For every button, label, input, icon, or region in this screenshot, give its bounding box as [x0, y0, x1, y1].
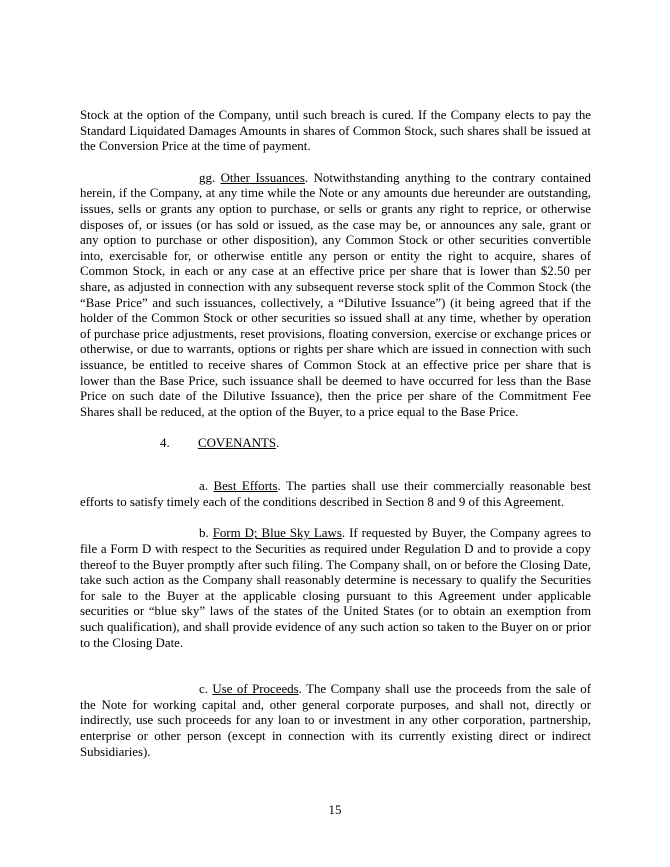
paragraph-label: c.: [199, 682, 208, 697]
paragraph-body: . The parties shall use their commercially reasonable best efforts to satisfy timely each of the conditions described in Section 8 and 9 of this Agreement.: [80, 479, 591, 509]
paragraph-a-best-efforts: [80, 479, 591, 510]
paragraph-label: a.: [199, 479, 208, 494]
paragraph-title: Form D; Blue Sky Laws: [212, 526, 342, 541]
paragraph-b-form-d: [80, 526, 591, 651]
paragraph-continuation: Stock at the option of the Company, until such breach is cured. If the Company elects to pay the Standard Liquidated Damages Amounts in shares of Common Stock, such shares shall be issued at the Conversion Price at the time of payment.: [80, 108, 591, 154]
paragraph-body: . The Company shall use the proceeds from the sale of the Note for working capital and, other general corporate purposes, and shall not, directly or indirectly, use such proceeds for any loan to or investment in any other corporation, partnership, enterprise or other person (except in connection with its currently existing direct or indirect Subsidiaries).: [80, 682, 591, 759]
section-heading: [80, 436, 591, 452]
paragraph-label: b.: [199, 526, 209, 541]
paragraph-title: Best Efforts: [213, 479, 278, 494]
section-title: COVENANTS: [198, 436, 277, 451]
paragraph-c-use-of-proceeds: [80, 682, 591, 760]
paragraph-body: . If requested by Buyer, the Company agrees to file a Form D with respect to the Securities as required under Regulation D and to provide a copy thereof to the Buyer promptly after such filing. The Company shall, on or before the Closing Date, take such action as the Company shall reasonably determine is necessary to qualify the Securities for sale to the Buyer at the applicable closing pursuant to this Agreement under applicable securities or “blue sky” laws of the states of the United States (or to obtain an exemption from such qualification), and shall provide evidence of any such action so taken to the Buyer on or prior to the Closing Date.: [80, 526, 592, 650]
section-number: 4.: [160, 436, 170, 451]
paragraph-title: Other Issuances: [220, 170, 305, 185]
section-title-period: .: [276, 436, 280, 451]
paragraph-gg-other-issuances: [80, 171, 591, 421]
paragraph-title: Use of Proceeds: [212, 682, 299, 697]
page-number: 15: [328, 803, 342, 817]
paragraph-body: . Notwithstanding anything to the contrary contained herein, if the Company, at any time while the Note or any amounts due hereunder are outstanding, issues, sells or grants any option to purchase, or sells or grants any right to reprice, or otherwise disposes of, or issues (or has sold or issued, as the case may be, or announces any sale, grant or any option to purchase or other disposition), any Common Stock or other securities convertible into, exercisable for, or otherwise entitle any person or entity the right to acquire, shares of Common Stock, in each or any case at an effective price per share that is lower than $2.50 per share, as adjusted in connection with any subsequent reverse stock split of the Common Stock (the “Base Price” and such issuances, collectively, a “Dilutive Issuance”) (it being agreed that if the holder of the Common Stock or other securities so issued shall at any time, whether by operation of purchase price adjustments, reset provisions, floating conversion, exercise or exchange prices or otherwise, or due to warrants, options or rights per share which are issued in connection with such issuance, be entitled to receive shares of Common Stock at an effective price per share that is lower than the Base Price, such issuance shall be deemed to have occurred for less than the Base Price on such date of the Dilutive Issuance), then the price per share of the Commitment Fee Shares shall be reduced, at the option of the Buyer, to a price equal to the Base Price.: [80, 170, 591, 419]
document-page: [80, 108, 591, 760]
paragraph-label: gg.: [199, 170, 216, 185]
